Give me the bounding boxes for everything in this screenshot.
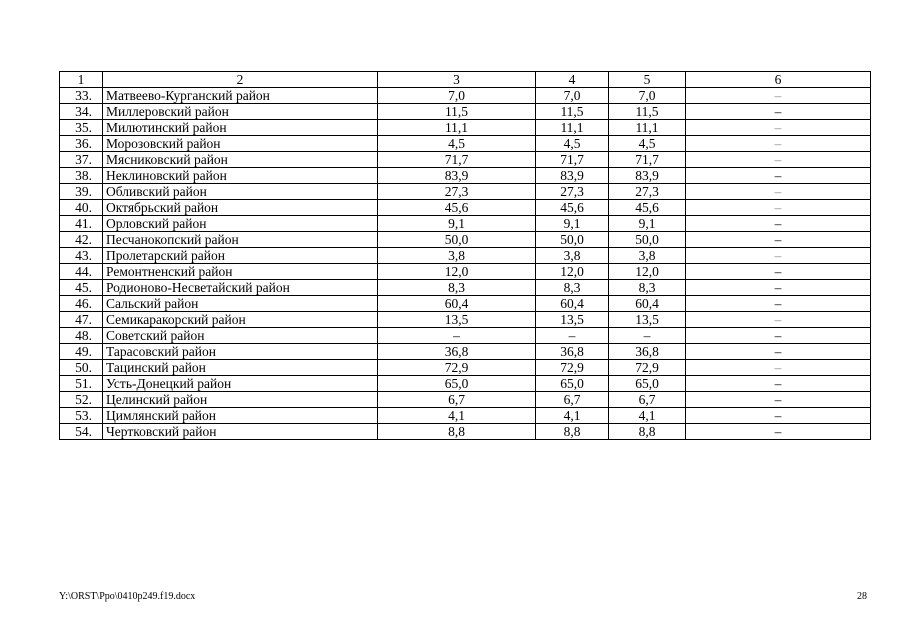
- table-row: [60, 360, 871, 376]
- table-row: [60, 168, 871, 184]
- value-cell-col3: 4,5: [378, 136, 536, 152]
- value-cell-col5: 11,5: [609, 104, 686, 120]
- district-name-cell: Цимлянский район: [103, 408, 378, 424]
- table-row: [60, 248, 871, 264]
- value-cell-col3: 45,6: [378, 200, 536, 216]
- table-row: [60, 376, 871, 392]
- table-row: [60, 88, 871, 104]
- value-cell-col3: 11,1: [378, 120, 536, 136]
- table-row: [60, 424, 871, 440]
- value-cell-col4: 3,8: [536, 248, 609, 264]
- row-number-cell: 53.: [60, 408, 103, 424]
- column-header-6: 6: [686, 72, 871, 88]
- row-number-cell: 48.: [60, 328, 103, 344]
- table-row: [60, 136, 871, 152]
- value-cell-col5: 65,0: [609, 376, 686, 392]
- value-cell-col4: 60,4: [536, 296, 609, 312]
- district-name-cell: Целинский район: [103, 392, 378, 408]
- value-cell-col5: 13,5: [609, 312, 686, 328]
- district-data-table: [59, 71, 871, 440]
- row-number-cell: 49.: [60, 344, 103, 360]
- value-cell-col6: –: [686, 152, 871, 168]
- value-cell-col6: –: [686, 168, 871, 184]
- table-row: [60, 104, 871, 120]
- column-header-5: 5: [609, 72, 686, 88]
- value-cell-col6: –: [686, 120, 871, 136]
- row-number-cell: 41.: [60, 216, 103, 232]
- value-cell-col4: 50,0: [536, 232, 609, 248]
- value-cell-col6: –: [686, 408, 871, 424]
- value-cell-col4: 8,8: [536, 424, 609, 440]
- value-cell-col3: –: [378, 328, 536, 344]
- column-header-4: 4: [536, 72, 609, 88]
- row-number-cell: 50.: [60, 360, 103, 376]
- table-row: [60, 184, 871, 200]
- district-name-cell: Семикаракорский район: [103, 312, 378, 328]
- table-row: [60, 264, 871, 280]
- value-cell-col6: –: [686, 312, 871, 328]
- district-name-cell: Тарасовский район: [103, 344, 378, 360]
- district-name-cell: Морозовский район: [103, 136, 378, 152]
- row-number-cell: 42.: [60, 232, 103, 248]
- value-cell-col5: 11,1: [609, 120, 686, 136]
- value-cell-col3: 8,3: [378, 280, 536, 296]
- column-header-3: 3: [378, 72, 536, 88]
- value-cell-col4: –: [536, 328, 609, 344]
- district-name-cell: Родионово-Несветайский район: [103, 280, 378, 296]
- value-cell-col4: 65,0: [536, 376, 609, 392]
- value-cell-col3: 13,5: [378, 312, 536, 328]
- value-cell-col4: 12,0: [536, 264, 609, 280]
- value-cell-col6: –: [686, 184, 871, 200]
- table-row: [60, 216, 871, 232]
- value-cell-col6: –: [686, 264, 871, 280]
- value-cell-col4: 83,9: [536, 168, 609, 184]
- district-name-cell: Тацинский район: [103, 360, 378, 376]
- value-cell-col5: 83,9: [609, 168, 686, 184]
- table-row: [60, 344, 871, 360]
- value-cell-col3: 3,8: [378, 248, 536, 264]
- value-cell-col3: 4,1: [378, 408, 536, 424]
- table-row: [60, 408, 871, 424]
- row-number-cell: 35.: [60, 120, 103, 136]
- row-number-cell: 38.: [60, 168, 103, 184]
- value-cell-col3: 12,0: [378, 264, 536, 280]
- table-row: [60, 120, 871, 136]
- value-cell-col5: 4,5: [609, 136, 686, 152]
- row-number-cell: 52.: [60, 392, 103, 408]
- district-name-cell: Октябрьский район: [103, 200, 378, 216]
- district-name-cell: Советский район: [103, 328, 378, 344]
- value-cell-col3: 27,3: [378, 184, 536, 200]
- value-cell-col5: 45,6: [609, 200, 686, 216]
- district-name-cell: Пролетарский район: [103, 248, 378, 264]
- value-cell-col3: 60,4: [378, 296, 536, 312]
- value-cell-col4: 4,5: [536, 136, 609, 152]
- column-header-1: 1: [60, 72, 103, 88]
- value-cell-col6: –: [686, 280, 871, 296]
- row-number-cell: 43.: [60, 248, 103, 264]
- table-row: [60, 328, 871, 344]
- row-number-cell: 46.: [60, 296, 103, 312]
- table-row: [60, 232, 871, 248]
- value-cell-col3: 6,7: [378, 392, 536, 408]
- district-name-cell: Неклиновский район: [103, 168, 378, 184]
- value-cell-col6: –: [686, 296, 871, 312]
- row-number-cell: 37.: [60, 152, 103, 168]
- value-cell-col6: –: [686, 136, 871, 152]
- row-number-cell: 44.: [60, 264, 103, 280]
- district-name-cell: Сальский район: [103, 296, 378, 312]
- row-number-cell: 40.: [60, 200, 103, 216]
- value-cell-col5: 71,7: [609, 152, 686, 168]
- value-cell-col3: 9,1: [378, 216, 536, 232]
- row-number-cell: 45.: [60, 280, 103, 296]
- value-cell-col3: 8,8: [378, 424, 536, 440]
- value-cell-col5: –: [609, 328, 686, 344]
- value-cell-col3: 71,7: [378, 152, 536, 168]
- value-cell-col3: 50,0: [378, 232, 536, 248]
- district-name-cell: Чертковский район: [103, 424, 378, 440]
- row-number-cell: 51.: [60, 376, 103, 392]
- district-name-cell: Ремонтненский район: [103, 264, 378, 280]
- value-cell-col6: –: [686, 328, 871, 344]
- column-number-row: [60, 72, 871, 88]
- value-cell-col3: 83,9: [378, 168, 536, 184]
- value-cell-col5: 50,0: [609, 232, 686, 248]
- value-cell-col4: 7,0: [536, 88, 609, 104]
- district-name-cell: Орловский район: [103, 216, 378, 232]
- value-cell-col4: 13,5: [536, 312, 609, 328]
- value-cell-col4: 4,1: [536, 408, 609, 424]
- value-cell-col4: 11,1: [536, 120, 609, 136]
- district-name-cell: Матвеево-Курганский район: [103, 88, 378, 104]
- table-body: [60, 72, 871, 440]
- value-cell-col4: 6,7: [536, 392, 609, 408]
- value-cell-col5: 8,8: [609, 424, 686, 440]
- value-cell-col6: –: [686, 392, 871, 408]
- row-number-cell: 39.: [60, 184, 103, 200]
- district-name-cell: Обливский район: [103, 184, 378, 200]
- table-row: [60, 392, 871, 408]
- value-cell-col6: –: [686, 248, 871, 264]
- value-cell-col3: 7,0: [378, 88, 536, 104]
- value-cell-col6: –: [686, 424, 871, 440]
- value-cell-col3: 11,5: [378, 104, 536, 120]
- value-cell-col5: 8,3: [609, 280, 686, 296]
- value-cell-col6: –: [686, 360, 871, 376]
- value-cell-col6: –: [686, 344, 871, 360]
- value-cell-col6: –: [686, 232, 871, 248]
- district-name-cell: Песчанокопский район: [103, 232, 378, 248]
- column-header-2: 2: [103, 72, 378, 88]
- district-name-cell: Милютинский район: [103, 120, 378, 136]
- district-name-cell: Усть-Донецкий район: [103, 376, 378, 392]
- district-name-cell: Мясниковский район: [103, 152, 378, 168]
- value-cell-col5: 72,9: [609, 360, 686, 376]
- row-number-cell: 47.: [60, 312, 103, 328]
- value-cell-col5: 60,4: [609, 296, 686, 312]
- table-row: [60, 200, 871, 216]
- value-cell-col5: 27,3: [609, 184, 686, 200]
- value-cell-col4: 45,6: [536, 200, 609, 216]
- value-cell-col4: 9,1: [536, 216, 609, 232]
- value-cell-col4: 71,7: [536, 152, 609, 168]
- value-cell-col4: 8,3: [536, 280, 609, 296]
- value-cell-col4: 36,8: [536, 344, 609, 360]
- row-number-cell: 33.: [60, 88, 103, 104]
- district-name-cell: Миллеровский район: [103, 104, 378, 120]
- value-cell-col6: –: [686, 376, 871, 392]
- row-number-cell: 36.: [60, 136, 103, 152]
- value-cell-col4: 11,5: [536, 104, 609, 120]
- document-file-path: Y:\ORST\Ppo\0410p249.f19.docx: [59, 591, 196, 602]
- value-cell-col5: 4,1: [609, 408, 686, 424]
- value-cell-col5: 9,1: [609, 216, 686, 232]
- value-cell-col5: 6,7: [609, 392, 686, 408]
- table-row: [60, 280, 871, 296]
- value-cell-col3: 65,0: [378, 376, 536, 392]
- value-cell-col6: –: [686, 200, 871, 216]
- value-cell-col6: –: [686, 104, 871, 120]
- row-number-cell: 34.: [60, 104, 103, 120]
- value-cell-col5: 12,0: [609, 264, 686, 280]
- value-cell-col6: –: [686, 88, 871, 104]
- page-number: 28: [857, 591, 867, 602]
- value-cell-col6: –: [686, 216, 871, 232]
- table-row: [60, 312, 871, 328]
- value-cell-col3: 36,8: [378, 344, 536, 360]
- value-cell-col5: 7,0: [609, 88, 686, 104]
- value-cell-col4: 27,3: [536, 184, 609, 200]
- value-cell-col5: 36,8: [609, 344, 686, 360]
- value-cell-col5: 3,8: [609, 248, 686, 264]
- table-row: [60, 152, 871, 168]
- table-row: [60, 296, 871, 312]
- row-number-cell: 54.: [60, 424, 103, 440]
- value-cell-col4: 72,9: [536, 360, 609, 376]
- value-cell-col3: 72,9: [378, 360, 536, 376]
